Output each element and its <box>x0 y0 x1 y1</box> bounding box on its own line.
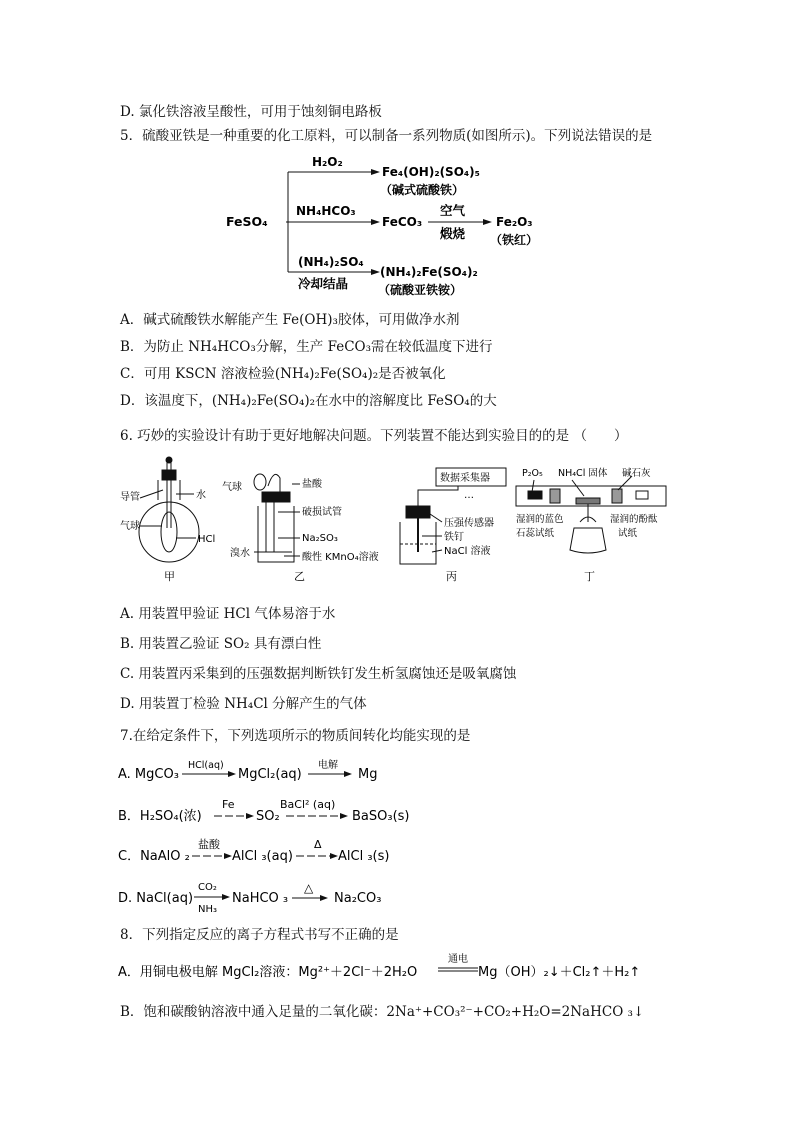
svg-text:Mg: Mg <box>358 767 378 782</box>
yi-label-posun: 破损试管 <box>302 507 342 518</box>
svg-text:D. NaCl(aq): D. NaCl(aq) <box>118 891 194 906</box>
q5-p4-name: （硫酸亚铁铵） <box>378 283 463 297</box>
ding-label-shirui: 石蕊试纸 <box>516 528 555 539</box>
ding-label-shizhi: 试纸 <box>618 528 638 539</box>
q5-p3: Fe₂O₃ <box>496 215 533 229</box>
q5-r2: NH₄HCO₃ <box>296 204 356 218</box>
jia-caption: 甲 <box>164 570 175 583</box>
ding-label-p2o5: P₂O₅ <box>522 468 543 479</box>
svg-text:△: △ <box>304 881 314 895</box>
ding-caption: 丁 <box>584 570 595 583</box>
q5-p1-name: （碱式硫酸铁） <box>380 183 465 197</box>
svg-text:Δ: Δ <box>314 838 322 851</box>
q5-p2: FeCO₃ <box>382 215 423 229</box>
q8-option-b: B．饱和碳酸钠溶液中通入足量的二氧化碳：2Na⁺+CO₃²⁻+CO₂+H₂O=2NaHCO ₃↓ <box>120 1004 645 1020</box>
q6-option-b: B. 用装置乙验证 SO₂ 具有漂白性 <box>120 636 322 652</box>
q8-option-a <box>118 950 658 982</box>
yi-label-yansuan: 盐酸 <box>302 479 322 490</box>
svg-text:B．H₂SO₄(浓): B．H₂SO₄(浓) <box>118 809 202 824</box>
svg-text:C．NaAlO ₂: C．NaAlO ₂ <box>118 849 190 864</box>
q7-option-a <box>118 758 418 788</box>
jia-label-daoguan: 导管 <box>120 492 140 503</box>
ding-label-lanse: 湿润的蓝色 <box>516 514 564 525</box>
q6-stem: 6. 巧妙的实验设计有助于更好地解决问题。下列装置不能达到实验目的的是 （ ） <box>120 428 628 444</box>
svg-text:Na₂CO₃: Na₂CO₃ <box>334 891 382 906</box>
svg-text:电解: 电解 <box>318 760 338 771</box>
bing-label-ellipsis: … <box>464 490 474 501</box>
q5-p1: Fe₄(OH)₂(SO₄)₅ <box>382 165 480 179</box>
q6-apparatus-figure <box>118 456 678 586</box>
svg-text:盐酸: 盐酸 <box>198 838 220 851</box>
yi-label-na2so3: Na₂SO₃ <box>302 533 338 544</box>
q6-option-d: D. 用装置丁检验 NH₄Cl 分解产生的气体 <box>120 696 367 712</box>
q7-option-b <box>118 796 438 828</box>
bing-caption: 丙 <box>446 570 457 583</box>
svg-text:SO₂: SO₂ <box>256 809 280 824</box>
yi-label-qiqiu: 气球 <box>222 482 242 493</box>
q5-option-b: B．为防止 NH₄HCO₃分解，生产 FeCO₃需在较低温度下进行 <box>120 339 493 355</box>
bing-label-tieding: 铁钉 <box>444 532 464 543</box>
q6-option-c: C. 用装置丙采集到的压强数据判断铁钉发生析氢腐蚀还是吸氧腐蚀 <box>120 666 517 682</box>
q5-start: FeSO₄ <box>226 214 268 229</box>
svg-text:CO₂: CO₂ <box>198 882 217 893</box>
svg-text:NH₃: NH₃ <box>198 904 218 915</box>
svg-text:AlCl ₃(aq): AlCl ₃(aq) <box>232 849 293 864</box>
bing-label-sensor: 压强传感器 <box>444 518 494 529</box>
q5-r3-bottom: 煅烧 <box>440 226 466 241</box>
yi-caption: 乙 <box>294 570 305 583</box>
jia-label-hcl: HCl <box>198 534 216 545</box>
q5-option-c: C．可用 KSCN 溶液检验(NH₄)₂Fe(SO₄)₂是否被氧化 <box>120 366 446 382</box>
q7-option-c <box>118 836 438 868</box>
svg-text:Fe: Fe <box>222 798 235 811</box>
q4-option-d: D. 氯化铁溶液呈酸性，可用于蚀刻铜电路板 <box>120 104 382 120</box>
bing-label-nacl: NaCl 溶液 <box>444 546 491 557</box>
yi-label-kmno4: 酸性 KMnO₄溶液 <box>302 552 379 563</box>
svg-text:BaSO₃(s): BaSO₃(s) <box>352 809 410 824</box>
apparatus-yi <box>254 474 300 562</box>
q8-stem: 8．下列指定反应的离子方程式书写不正确的是 <box>120 927 399 943</box>
svg-text:MgCl₂(aq): MgCl₂(aq) <box>238 767 302 782</box>
svg-text:通电: 通电 <box>448 954 468 965</box>
q5-option-a: A．碱式硫酸铁水解能产生 Fe(OH)₃胶体，可用做净水剂 <box>120 312 460 328</box>
svg-text:Mg（OH）₂↓＋Cl₂↑＋H₂↑: Mg（OH）₂↓＋Cl₂↑＋H₂↑ <box>478 965 641 980</box>
bing-label-collector: 数据采集器 <box>440 473 490 484</box>
q5-reaction-diagram <box>220 150 550 300</box>
svg-text:A. MgCO₃: A. MgCO₃ <box>118 767 179 782</box>
q5-stem: 5．硫酸亚铁是一种重要的化工原料，可以制备一系列物质(如图所示)。下列说法错误的是 <box>120 128 653 144</box>
q7-option-d <box>118 878 438 918</box>
svg-text:AlCl ₃(s): AlCl ₃(s) <box>338 849 390 864</box>
q5-r1: H₂O₂ <box>312 155 343 169</box>
q7-stem: 7.在给定条件下，下列选项所示的物质间转化均能实现的是 <box>120 728 471 744</box>
yi-label-xiushui: 溴水 <box>230 548 250 559</box>
q5-r3-top: 空气 <box>440 203 466 218</box>
ding-label-fenzhi: 湿润的酚酞 <box>610 514 658 525</box>
svg-text:A．用铜电极电解 MgCl₂溶液：Mg²⁺＋2Cl⁻＋2H₂: A．用铜电极电解 MgCl₂溶液：Mg²⁺＋2Cl⁻＋2H₂O <box>118 965 418 980</box>
svg-text:BaCl² (aq): BaCl² (aq) <box>280 798 336 811</box>
q5-r4: (NH₄)₂SO₄ <box>298 255 364 269</box>
ding-label-jianshihui: 碱石灰 <box>622 468 651 479</box>
q6-option-a: A. 用装置甲验证 HCl 气体易溶于水 <box>120 606 336 622</box>
q5-r4-bottom: 冷却结晶 <box>298 276 349 291</box>
apparatus-jia <box>139 457 199 562</box>
jia-label-shui: 水 <box>196 490 206 501</box>
q5-p3-name: （铁红） <box>490 233 539 247</box>
jia-label-qiqiu: 气球 <box>120 521 140 532</box>
q5-option-d: D．该温度下，(NH₄)₂Fe(SO₄)₂在水中的溶解度比 FeSO₄的大 <box>120 393 497 409</box>
svg-text:HCl(aq): HCl(aq) <box>188 760 224 771</box>
svg-text:NaHCO ₃: NaHCO ₃ <box>232 891 289 906</box>
ding-label-nh4cl: NH₄Cl 固体 <box>558 468 608 479</box>
q5-p4: (NH₄)₂Fe(SO₄)₂ <box>380 265 478 279</box>
